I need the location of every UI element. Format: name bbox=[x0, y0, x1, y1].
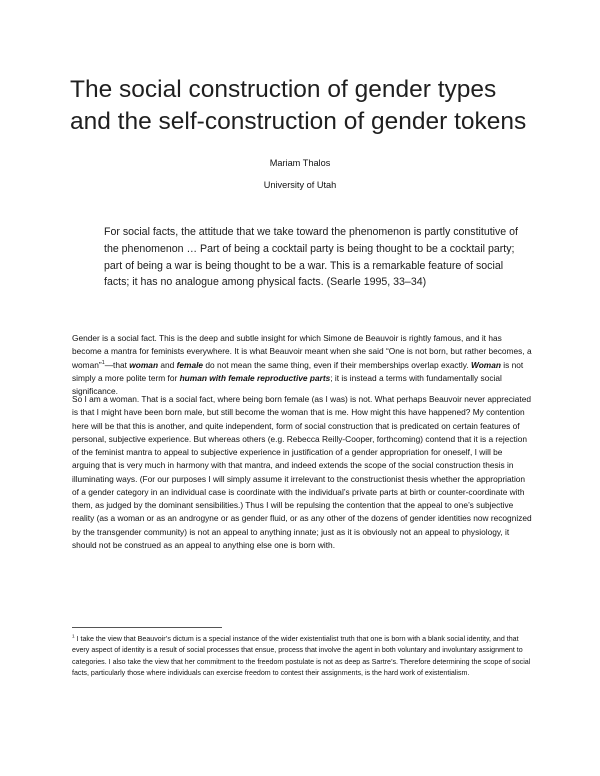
body-paragraph-2: So I am a woman. That is a social fact, where being born female (as I was) is not. What perhaps Beauvoir never appreciated is that I might have been born male, but still become the woman that is me. How might this have happened? My contention here will be that this is another, and quite independent, form of social construction that is predicated on certain features of personal, subjective experience. But whereas others (e.g. Rebecca Reilly-Cooper, forthcoming) contend that it is a rejection of the feminist mantra to appeal to subjective experience in justification of a gender appropriation for oneself, I will be arguing that is very much in harmony with that mantra, and indeed extends the scope of the social construction thesis in illuminating ways. (For our purposes I will simply assume it irrelevant to the constructionist thesis whether the appropriation of a gender category in an individual case is coordinate with the individual’s private parts at birth or counter-coordinate with them, as judged by the dominant sensibilities.) Thus I will be repulsing the contention that the appeal to one’s subjective reality (as a woman or as an androgyne or as gender fluid, or as any other of the dozens of gender identities now recognized by the transgender community) is not an appeal to anything innate; just as it is obviously not an appeal to physiology, it should not be construed as an appeal to anything else one is born with. bbox=[72, 394, 532, 550]
para1-text: ; it is instead a terms with fundamentally social significance. bbox=[72, 372, 502, 396]
emphasis-term: woman bbox=[129, 359, 159, 370]
para1-text: Gender is a social fact. This is the deep and subtle insight for which Simone de Beauvoir is rightly famous, and it has become a mantra for feminists everywhere. It is what Beauvoir meant when she said “One is not born, but rather becomes, a woman” bbox=[72, 333, 532, 370]
footnote-reference: 1 bbox=[101, 359, 105, 366]
emphasis-term: female bbox=[176, 359, 204, 370]
footnote-number: 1 bbox=[72, 633, 75, 639]
para1-text: is not simply a more polite term for bbox=[72, 359, 524, 383]
footnote-divider bbox=[72, 627, 222, 628]
para1-text: do not mean the same thing, even if their memberships overlap exactly. bbox=[203, 359, 471, 370]
author-affiliation: University of Utah bbox=[263, 180, 337, 190]
para1-text: —that bbox=[104, 359, 130, 370]
footnote-text: I take the view that Beauvoir’s dictum is a special instance of the wider existentialist truth that one is born with a blank social identity, and that every aspect of identity is a result of social processes that ensue, process that involve the agent in both voluntary and involuntary assignment to categories. I also take the view that her commitment to the freedom postulate is not as deep as Sartre’s. Therefore determining the scope of social facts, particularly those where individuals can exercise freedom to contest their assignments, is the hard work of existentialism. bbox=[72, 635, 531, 677]
emphasis-term: human with female reproductive parts bbox=[179, 372, 331, 383]
emphasis-term: Woman bbox=[470, 359, 501, 370]
author-name: Mariam Thalos bbox=[269, 158, 331, 168]
body-paragraph-1 bbox=[72, 332, 532, 398]
epigraph-quote: For social facts, the attitude that we take toward the phenomenon is partly constitutive of the phenomenon … Part of being a cocktail party is being thought to be a cocktail party; part of being a war is being thought to be a war. This is a remarkable feature of social facts; it has no analogue among physical facts. (Searle 1995, 33–34) bbox=[104, 226, 518, 289]
para1-text: and bbox=[158, 359, 177, 370]
footnote bbox=[72, 634, 532, 679]
paper-title: The social construction of gender types and the self-construction of gender tokens bbox=[70, 76, 527, 135]
